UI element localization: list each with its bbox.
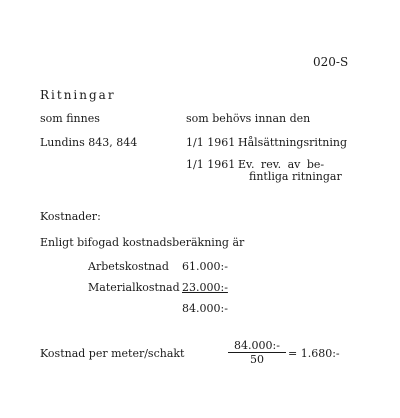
costs-heading: Kostnader: xyxy=(40,210,101,223)
cost-fraction xyxy=(228,339,286,366)
material-cost-label: Materialkostnad xyxy=(88,281,180,294)
cost-per-meter-label: Kostnad per meter/schakt xyxy=(40,347,185,360)
drawings-heading: Ritningar xyxy=(40,88,116,102)
labor-cost-label: Arbetskostnad xyxy=(88,260,169,273)
needed-drawing-2-text-line1: Ev. rev. av be- xyxy=(238,158,325,171)
fraction-denominator: 50 xyxy=(250,353,264,366)
existing-drawings: Lundins 843, 844 xyxy=(40,136,138,149)
costs-intro: Enligt bifogad kostnadsberäkning är xyxy=(40,236,245,249)
needed-drawing-2-date: 1/1 1961 xyxy=(186,158,236,171)
total-cost-value: 84.000:- xyxy=(182,302,228,315)
page-number: 020-S xyxy=(313,55,349,69)
material-cost-value: 23.000:- xyxy=(182,281,228,294)
column-existing-header: som finnes xyxy=(40,112,100,125)
column-needed-header: som behövs innan den xyxy=(186,112,311,125)
needed-drawing-1-text: Hålsättningsritning xyxy=(238,136,348,149)
fraction-numerator: 84.000:- xyxy=(228,339,286,353)
needed-drawing-2-text-line2: fintliga ritningar xyxy=(249,170,342,183)
labor-cost-value: 61.000:- xyxy=(182,260,228,273)
cost-per-meter-result: = 1.680:- xyxy=(288,347,340,360)
needed-drawing-1-date: 1/1 1961 xyxy=(186,136,236,149)
